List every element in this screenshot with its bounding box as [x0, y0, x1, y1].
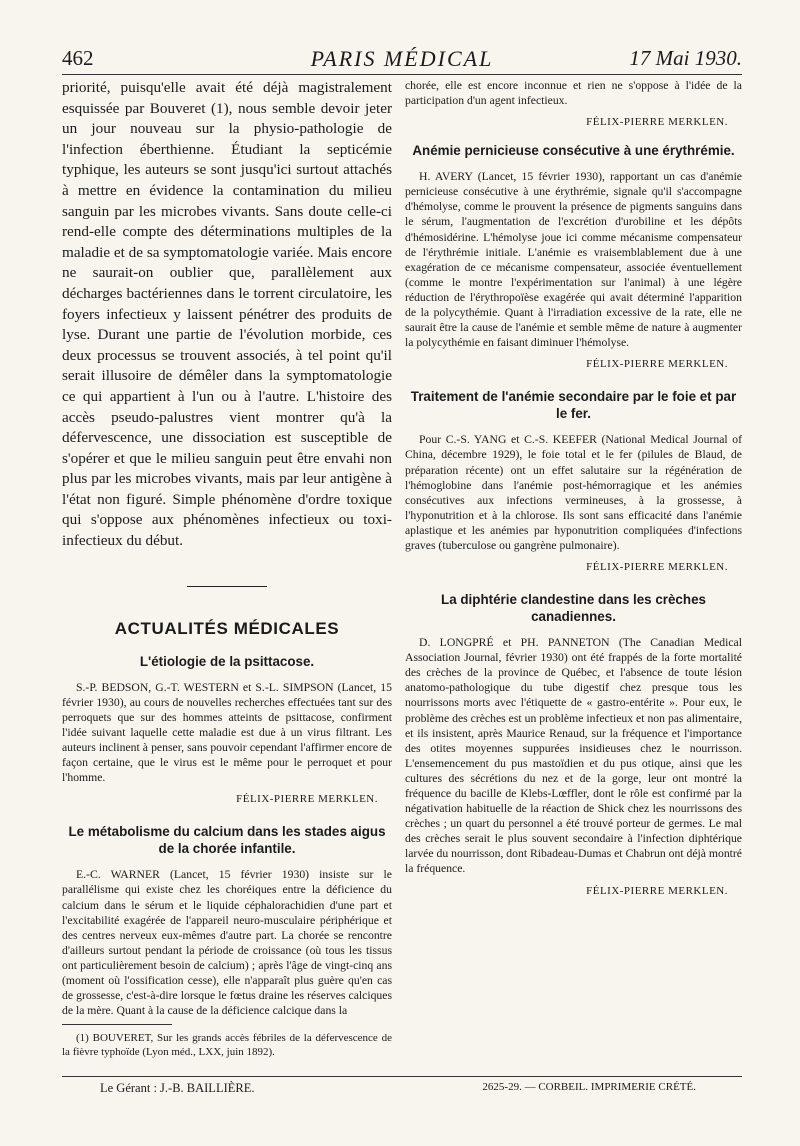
page-header [62, 42, 742, 75]
article-signature: FÉLIX-PIERRE MERKLEN. [586, 116, 728, 129]
issue-date: 17 Mai 1930. [629, 46, 742, 70]
article-signature: FÉLIX-PIERRE MERKLEN. [586, 561, 728, 574]
footnote: (1) BOUVERET, Sur les grands accès fébriles de la défervescence de la fièvre typhoïde (Lyon méd., LXX, juin 1892). [62, 1032, 392, 1059]
section-divider [187, 586, 267, 587]
article-body-anemie-secondaire: Pour C.-S. YANG et C.-S. KEEFER (National Medical Journal of China, décembre 1929), le foie total et le fer (pilules de Blaud, de préparation récente) ont un effet salutaire sur la régénération de l'hémoglobine dans l'anémie post-hémorragique et les anémies consécutives aux infections vermineuses, à la grossesse, à l'hyponutrition et à la chlorose. Ils sont sans efficacité dans l'anémie aplastique et les anémies par hyponutrition compliquées d'infections graves (tuberculose ou gangrène pulmonaire). [405, 433, 742, 552]
article-title-anemie-pernicieuse: Anémie pernicieuse consécutive à une érythrémie. [412, 143, 735, 159]
page-number: 462 [62, 46, 94, 70]
article-title-diphterie: La diphtérie clandestine dans les crèches canadiennes. [441, 592, 706, 625]
footnote-rule [62, 1024, 172, 1025]
article-title-anemie-secondaire: Traitement de l'anémie secondaire par le foie et par le fer. [410, 389, 737, 422]
article-title-psittacose: L'étiologie de la psittacose. [139, 653, 315, 669]
printer-line: 2625-29. — CORBEIL. IMPRIMERIE CRÉTÉ. [482, 1081, 696, 1093]
section-title: ACTUALITÉS MÉDICALES [114, 618, 340, 638]
continued-article-text: priorité, puisqu'elle avait été déjà magistralement esquissée par Bouveret (1), nous semble devoir jeter un jour nouveau sur la physio-pathologie de l'infection éberthienne. Étudiant la septicémie typhique, les auteurs se sont jusqu'ici surtout attachés à mettre en évidence la contamination du milieu sanguin par les microbes vivants. Sans doute celle-ci rend-elle compte des déterminations multiples de la maladie et de sa symptomatologie variée. Mais encore ne saurait-on oublier que, parallèlement aux décharges bactériennes dans le torrent circulatoire, les foyers infectieux y laissent pénétrer des produits de lyse. Durant une partie de l'évolution morbide, ces deux processus se trouvent associés, à tel point qu'il serait illusoire de démêler dans la symptomatologie ce qui appartient à l'un ou à l'autre. L'histoire des accès pseudo-palustres vient montrer qu'à la défervescence, une dissociation est susceptible de s'opérer et que le milieu sanguin peut être envahi non plus par les microbes vivants, mais par leur antigène à l'état non figuré. Simple phénomène d'ordre toxique qui s'oppose aux phénomènes infectieux ou toxi-infectieux du début. [62, 79, 392, 550]
gerant-line: Le Gérant : J.-B. BAILLIÈRE. [100, 1081, 255, 1095]
page-footer [62, 1076, 742, 1099]
article-signature: FÉLIX-PIERRE MERKLEN. [586, 358, 728, 371]
article-title-calcium: Le métabolisme du calcium dans les stades aigus de la chorée infantile. [68, 824, 386, 857]
journal-title: PARIS MÉDICAL [310, 46, 494, 71]
right-column [405, 78, 742, 897]
article-body-calcium: E.-C. WARNER (Lancet, 15 février 1930) insiste sur le parallélisme qui existe chez les choréiques entre la déficience du calcium dans le sérum et le liquide céphalorachidien d'une part et l'excitabilité exagérée de l'appareil neuro-musculaire périphérique et des centres nerveux eux-mêmes d'autre part. La chorée se rencontre d'ailleurs surtout pendant la période de croissance (où tous les tissus ont particulièrement besoin de calcium) ; après l'âge de vingt-cinq ans (moment où l'ossification cesse), elle n'apparaît plus guère qu'en cas de grossesse, c'est-à-dire lorsque le fœtus draine les réserves calciques de la mère. Quant à la cause de la déficience calcique dans la [62, 868, 392, 1018]
article-body-psittacose: S.-P. BEDSON, G.-T. WESTERN et S.-L. SIMPSON (Lancet, 15 février 1930), au cours de nouvelles recherches effectuées tant sur des perroquets que sur des hommes atteints de psittacose, confirment l'idée suivant laquelle cette maladie est due à un virus filtrant. Les auteurs inclinent à penser, sans pouvoir cependant l'affirmer encore de façon certaine, que le virus est le même pour le perroquet et pour l'homme. [62, 680, 392, 785]
article-body-diphterie: D. LONGPRÉ et PH. PANNETON (The Canadian Medical Association Journal, février 1930) ont été frappés de la forte mortalité des crèches de la province de Québec, et l'absence de toute lésion anatomo-pathologique du tube digestif chez presque tous les nourrissons morts avec l'étiquette de « gastro-entérite ». Pour eux, le problème des crèches est un problème infectieux et non pas alimentaire, et ils insistent, après Maurice Renaud, sur la fréquence et l'importance des otites moyennes suppurées insidieuses chez le nourrisson. L'ensemencement du pus mastoïdien et du pus otique, ainsi que les cultures des sécrétions du nez et de la gorge, leur ont montré la fréquence du bacille de Klebs-Lœffler, dont le rôle est confirmé par la négativation habituelle de la réaction de Shick chez les nourrissons des crèches ; un quart du personnel a été trouvé porteur de germes. Le mal des crèches serait le plus souvent secondaire à l'infection diphtérique larvée du nourrisson, dont Ribadeau-Dumas et Chabrun ont déjà montré la fréquence. [405, 636, 742, 876]
left-column [62, 78, 392, 1059]
article-signature: FÉLIX-PIERRE MERKLEN. [236, 793, 378, 806]
article-signature: FÉLIX-PIERRE MERKLEN. [586, 884, 728, 897]
article-body-anemie-pernicieuse: H. AVERY (Lancet, 15 février 1930), rapportant un cas d'anémie pernicieuse consécutive à une érythrémie, signale qu'il s'accompagne d'hémolyse, comme le prouvent la présence de pigments sanguins dans le sérum, l'augmentation de l'excrétion d'urobiline et les dépôts d'hémosidérine. L'hémolyse joue ici comme mécanisme compensateur de l'érythrémie initiale. L'anémie es vraisemblablement due à une exagération de ce mécanisme compensateur, associée éventuellement (comme le montre l'expérimentation sur l'animal) à une légère réduction de l'érythropoïèse exagérée qui avait déterminé l'apparition de la polycythémie. Quant à l'irradiation excessive de la rate, elle ne saurait être la cause de l'anémie et semble même de nature à augmenter la polycythémie en faisant diminuer l'hémolyse. [405, 170, 742, 350]
continued-calcium-text: chorée, elle est encore inconnue et rien ne s'oppose à l'idée de la participation d'un agent infectieux. [405, 79, 742, 108]
